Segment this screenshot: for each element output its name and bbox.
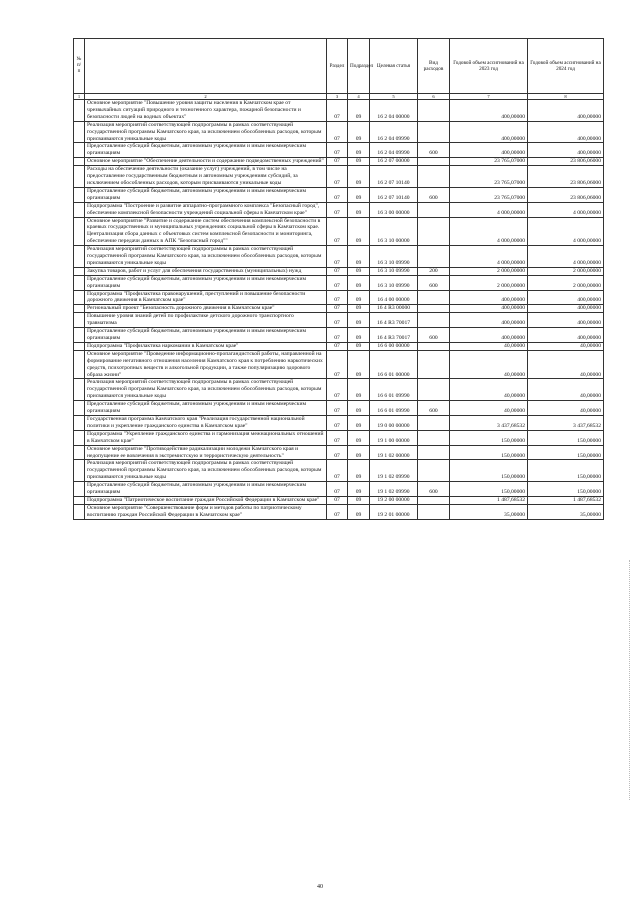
table-row bbox=[74, 202, 604, 217]
row-amount-2023: 23 765,07000 bbox=[450, 158, 528, 166]
row-expense-type: 200 bbox=[418, 267, 450, 275]
row-number bbox=[74, 313, 85, 328]
row-podrazdel: 09 bbox=[348, 496, 370, 504]
row-expense-type: 600 bbox=[418, 275, 450, 290]
row-expense-type bbox=[418, 166, 450, 188]
row-expense-type bbox=[418, 445, 450, 460]
row-amount-2024: 400,00000 bbox=[528, 305, 604, 313]
row-target-article: 19 1 02 00000 bbox=[370, 445, 418, 460]
row-amount-2023: 23 765,07000 bbox=[450, 187, 528, 202]
row-amount-2024: 400,00000 bbox=[528, 328, 604, 343]
row-name: Подпрограмма "Профилактика наркомании в Камчатском крае" bbox=[85, 342, 327, 350]
row-amount-2024: 35,00000 bbox=[528, 504, 604, 519]
row-target-article: 16 2 07 10140 bbox=[370, 187, 418, 202]
row-expense-type bbox=[418, 121, 450, 143]
row-razdel: 07 bbox=[327, 496, 348, 504]
row-amount-2023: 4 000,00000 bbox=[450, 202, 528, 217]
row-amount-2023: 400,00000 bbox=[450, 100, 528, 122]
row-name: Государственная программа Камчатского края "Реализация государственной национальной политики и укрепление гражданского единства в Камчатском крае" bbox=[85, 415, 327, 430]
row-number bbox=[74, 401, 85, 416]
row-expense-type: 600 bbox=[418, 328, 450, 343]
row-amount-2024: 150,00000 bbox=[528, 430, 604, 445]
row-amount-2023: 40,00000 bbox=[450, 379, 528, 401]
row-amount-2024: 400,00000 bbox=[528, 100, 604, 122]
row-number bbox=[74, 445, 85, 460]
row-podrazdel: 09 bbox=[348, 143, 370, 158]
row-podrazdel: 09 bbox=[348, 290, 370, 305]
row-target-article: 16 4 R3 00000 bbox=[370, 305, 418, 313]
row-target-article: 16 2 04 00000 bbox=[370, 100, 418, 122]
budget-allocation-table bbox=[73, 38, 604, 520]
table-row bbox=[74, 430, 604, 445]
row-amount-2024: 1 487,68532 bbox=[528, 496, 604, 504]
row-number bbox=[74, 460, 85, 482]
page-number: 40 bbox=[317, 884, 323, 890]
scan-edge-mark bbox=[627, 560, 630, 800]
row-number bbox=[74, 275, 85, 290]
row-razdel: 07 bbox=[327, 313, 348, 328]
row-number bbox=[74, 415, 85, 430]
table-row bbox=[74, 482, 604, 497]
row-number bbox=[74, 504, 85, 519]
row-amount-2024: 150,00000 bbox=[528, 445, 604, 460]
row-amount-2024: 3 437,68532 bbox=[528, 415, 604, 430]
row-amount-2023: 150,00000 bbox=[450, 460, 528, 482]
row-razdel: 07 bbox=[327, 430, 348, 445]
row-target-article: 16 2 04 09990 bbox=[370, 143, 418, 158]
table-row bbox=[74, 305, 604, 313]
row-name: Повышение уровня знаний детей по профилактике детского дорожного транспортного травматизма bbox=[85, 313, 327, 328]
row-target-article: 16 3 10 09990 bbox=[370, 267, 418, 275]
row-amount-2024: 4 000,00000 bbox=[528, 246, 604, 268]
row-razdel: 07 bbox=[327, 342, 348, 350]
row-razdel: 07 bbox=[327, 143, 348, 158]
row-target-article: 16 2 07 00000 bbox=[370, 158, 418, 166]
table-row bbox=[74, 460, 604, 482]
row-target-article: 16 3 00 00000 bbox=[370, 202, 418, 217]
row-amount-2024: 400,00000 bbox=[528, 121, 604, 143]
row-amount-2023: 150,00000 bbox=[450, 430, 528, 445]
column-index: 5 bbox=[370, 94, 418, 100]
row-razdel: 07 bbox=[327, 504, 348, 519]
row-name: Подпрограмма "Построение и развитие аппаратно-программного комплекса "Безопасный город", обеспечение комплексной безопасности учреждений социальной сферы в Камчатском крае" bbox=[85, 202, 327, 217]
row-razdel: 07 bbox=[327, 415, 348, 430]
row-number bbox=[74, 187, 85, 202]
row-amount-2023: 400,00000 bbox=[450, 143, 528, 158]
row-podrazdel: 09 bbox=[348, 246, 370, 268]
table-row bbox=[74, 275, 604, 290]
row-amount-2023: 150,00000 bbox=[450, 482, 528, 497]
column-index: 8 bbox=[528, 94, 604, 100]
column-index: 3 bbox=[327, 94, 348, 100]
row-podrazdel: 09 bbox=[348, 445, 370, 460]
row-amount-2023: 40,00000 bbox=[450, 350, 528, 379]
row-number bbox=[74, 430, 85, 445]
row-target-article: 16 4 R3 70017 bbox=[370, 328, 418, 343]
row-name: Основное мероприятие "Повышение уровня защиты населения в Камчатском крае от чрезвычайных ситуаций природного и техногенного характера, пожарной безопасности и безопасности людей на водных объектах" bbox=[85, 100, 327, 122]
table-row bbox=[74, 445, 604, 460]
row-podrazdel: 09 bbox=[348, 217, 370, 246]
header-razdel: Раздел bbox=[327, 39, 348, 94]
row-target-article: 16 3 10 00000 bbox=[370, 217, 418, 246]
row-target-article: 16 2 04 09990 bbox=[370, 121, 418, 143]
row-amount-2024: 23 806,06000 bbox=[528, 187, 604, 202]
row-razdel: 07 bbox=[327, 328, 348, 343]
row-number bbox=[74, 496, 85, 504]
row-amount-2023: 400,00000 bbox=[450, 121, 528, 143]
row-podrazdel: 09 bbox=[348, 267, 370, 275]
row-expense-type bbox=[418, 290, 450, 305]
row-razdel: 07 bbox=[327, 379, 348, 401]
row-podrazdel: 09 bbox=[348, 482, 370, 497]
row-razdel: 07 bbox=[327, 482, 348, 497]
row-name: Основное мероприятие "Проведение информационно-пропагандистской работы, направленной на формирование негативного отношения населения Камчатского края к потреблению наркотических средств, психотропных веществ и алкогольной продукции, а также популяризацию здорового образа жизни" bbox=[85, 350, 327, 379]
row-number bbox=[74, 143, 85, 158]
table-row bbox=[74, 143, 604, 158]
row-target-article: 19 1 02 09990 bbox=[370, 482, 418, 497]
row-name: Предоставление субсидий бюджетным, автономным учреждениям и иным некоммерческим организациям bbox=[85, 401, 327, 416]
row-razdel: 07 bbox=[327, 401, 348, 416]
row-amount-2024: 2 000,00000 bbox=[528, 275, 604, 290]
row-expense-type bbox=[418, 342, 450, 350]
row-amount-2023: 400,00000 bbox=[450, 290, 528, 305]
row-podrazdel: 09 bbox=[348, 504, 370, 519]
row-podrazdel: 09 bbox=[348, 415, 370, 430]
row-amount-2023: 400,00000 bbox=[450, 305, 528, 313]
row-expense-type bbox=[418, 379, 450, 401]
row-name: Реализация мероприятий соответствующей подпрограммы в рамках соответствующей государственной программы Камчатского края, за исключением обособленных расходов, которым присваиваются уникальные коды bbox=[85, 379, 327, 401]
row-razdel: 07 bbox=[327, 290, 348, 305]
row-amount-2023: 2 000,00000 bbox=[450, 275, 528, 290]
row-amount-2023: 2 000,00000 bbox=[450, 267, 528, 275]
row-razdel: 07 bbox=[327, 246, 348, 268]
row-razdel: 07 bbox=[327, 202, 348, 217]
row-name: Региональный проект "Безопасность дорожного движения в Камчатском крае" bbox=[85, 305, 327, 313]
row-razdel: 07 bbox=[327, 275, 348, 290]
table-row bbox=[74, 313, 604, 328]
row-target-article: 19 2 00 00000 bbox=[370, 496, 418, 504]
table-row bbox=[74, 496, 604, 504]
row-name: Подпрограмма "Профилактика правонарушений, преступлений и повышение безопасности дорожного движения в Камчатском крае" bbox=[85, 290, 327, 305]
row-number bbox=[74, 328, 85, 343]
row-expense-type bbox=[418, 305, 450, 313]
row-amount-2024: 400,00000 bbox=[528, 143, 604, 158]
row-expense-type bbox=[418, 217, 450, 246]
row-target-article: 16 2 07 10140 bbox=[370, 166, 418, 188]
row-amount-2023: 3 437,68532 bbox=[450, 415, 528, 430]
table-row bbox=[74, 217, 604, 246]
header-name bbox=[85, 39, 327, 94]
row-expense-type bbox=[418, 313, 450, 328]
column-index: 2 bbox=[85, 94, 327, 100]
row-amount-2024: 4 000,00000 bbox=[528, 202, 604, 217]
row-name: Реализация мероприятий соответствующей подпрограммы в рамках соответствующей государственной программы Камчатского края, за исключением обособленных расходов, которым присваиваются уникальные коды bbox=[85, 460, 327, 482]
row-amount-2023: 400,00000 bbox=[450, 313, 528, 328]
row-expense-type bbox=[418, 496, 450, 504]
row-name: Расходы на обеспечение деятельности (оказание услуг) учреждений, в том числе на предоставление государственным бюджетным и автономным учреждениям субсидий, за исключением обособленных расходов, которым присваиваются уникальные коды bbox=[85, 166, 327, 188]
row-amount-2024: 2 000,00000 bbox=[528, 267, 604, 275]
row-target-article: 16 4 R3 70017 bbox=[370, 313, 418, 328]
row-podrazdel: 09 bbox=[348, 342, 370, 350]
row-podrazdel: 09 bbox=[348, 460, 370, 482]
row-razdel: 07 bbox=[327, 445, 348, 460]
row-amount-2024: 400,00000 bbox=[528, 290, 604, 305]
row-podrazdel: 09 bbox=[348, 121, 370, 143]
row-name: Предоставление субсидий бюджетным, автономным учреждениям и иным некоммерческим организациям bbox=[85, 187, 327, 202]
table-row bbox=[74, 166, 604, 188]
budget-table-page bbox=[73, 38, 603, 520]
row-expense-type bbox=[418, 158, 450, 166]
row-number bbox=[74, 290, 85, 305]
row-number bbox=[74, 350, 85, 379]
table-row bbox=[74, 379, 604, 401]
table-row bbox=[74, 158, 604, 166]
row-amount-2024: 40,00000 bbox=[528, 342, 604, 350]
row-expense-type: 600 bbox=[418, 401, 450, 416]
row-number bbox=[74, 100, 85, 122]
row-number bbox=[74, 121, 85, 143]
row-amount-2024: 23 806,06000 bbox=[528, 166, 604, 188]
row-name: Реализация мероприятий соответствующей подпрограммы в рамках соответствующей государственной программы Камчатского края, за исключением обособленных расходов, которым присваиваются уникальные коды bbox=[85, 246, 327, 268]
row-amount-2024: 4 000,00000 bbox=[528, 217, 604, 246]
column-index: 1 bbox=[74, 94, 85, 100]
row-expense-type bbox=[418, 202, 450, 217]
row-razdel: 07 bbox=[327, 100, 348, 122]
table-row bbox=[74, 401, 604, 416]
row-number bbox=[74, 217, 85, 246]
row-target-article: 19 2 01 00000 bbox=[370, 504, 418, 519]
row-razdel: 07 bbox=[327, 217, 348, 246]
row-number bbox=[74, 166, 85, 188]
table-row bbox=[74, 290, 604, 305]
row-amount-2023: 400,00000 bbox=[450, 328, 528, 343]
row-name: Основное мероприятие "Совершенствование форм и методов работы по патриотическому воспитанию граждан Российской Федерации в Камчатском крае" bbox=[85, 504, 327, 519]
row-target-article: 16 3 10 09990 bbox=[370, 246, 418, 268]
row-amount-2024: 40,00000 bbox=[528, 401, 604, 416]
table-row bbox=[74, 121, 604, 143]
row-podrazdel: 09 bbox=[348, 430, 370, 445]
row-expense-type bbox=[418, 350, 450, 379]
row-number bbox=[74, 482, 85, 497]
row-razdel: 07 bbox=[327, 350, 348, 379]
row-amount-2024: 150,00000 bbox=[528, 482, 604, 497]
row-amount-2024: 40,00000 bbox=[528, 379, 604, 401]
row-name: Закупка товаров, работ и услуг для обеспечения государственных (муниципальных) нужд bbox=[85, 267, 327, 275]
table-row bbox=[74, 342, 604, 350]
row-podrazdel: 09 bbox=[348, 158, 370, 166]
header-number: № п/п bbox=[74, 39, 85, 94]
row-expense-type: 600 bbox=[418, 187, 450, 202]
row-number bbox=[74, 246, 85, 268]
row-amount-2023: 4 000,00000 bbox=[450, 217, 528, 246]
row-razdel: 07 bbox=[327, 158, 348, 166]
row-target-article: 16 6 00 00000 bbox=[370, 342, 418, 350]
table-row bbox=[74, 415, 604, 430]
row-amount-2023: 40,00000 bbox=[450, 401, 528, 416]
row-razdel: 07 bbox=[327, 166, 348, 188]
row-expense-type bbox=[418, 415, 450, 430]
row-target-article: 19 0 00 00000 bbox=[370, 415, 418, 430]
row-podrazdel: 09 bbox=[348, 100, 370, 122]
table-row bbox=[74, 350, 604, 379]
row-name: Предоставление субсидий бюджетным, автономным учреждениям и иным некоммерческим организациям bbox=[85, 275, 327, 290]
row-amount-2024: 400,00000 bbox=[528, 313, 604, 328]
row-razdel: 07 bbox=[327, 187, 348, 202]
row-name: Реализация мероприятий соответствующей подпрограммы в рамках соответствующей государственной программы Камчатского края, за исключением обособленных расходов, которым присваиваются уникальные коды bbox=[85, 121, 327, 143]
row-number bbox=[74, 202, 85, 217]
row-expense-type bbox=[418, 246, 450, 268]
column-index: 6 bbox=[418, 94, 450, 100]
row-target-article: 16 6 01 00000 bbox=[370, 350, 418, 379]
row-expense-type bbox=[418, 460, 450, 482]
row-expense-type bbox=[418, 430, 450, 445]
row-name: Основное мероприятие "Противодействие радикализации молодежи Камчатского края и недопущение ее вовлечения в экстремистскую и террористическую деятельность" bbox=[85, 445, 327, 460]
row-amount-2024: 40,00000 bbox=[528, 350, 604, 379]
row-podrazdel: 09 bbox=[348, 202, 370, 217]
row-amount-2023: 40,00000 bbox=[450, 342, 528, 350]
row-amount-2023: 35,00000 bbox=[450, 504, 528, 519]
row-podrazdel: 09 bbox=[348, 187, 370, 202]
row-expense-type: 600 bbox=[418, 143, 450, 158]
row-expense-type: 600 bbox=[418, 482, 450, 497]
row-podrazdel: 09 bbox=[348, 305, 370, 313]
row-podrazdel: 09 bbox=[348, 275, 370, 290]
table-row bbox=[74, 100, 604, 122]
row-podrazdel: 09 bbox=[348, 328, 370, 343]
row-amount-2023: 23 765,07000 bbox=[450, 166, 528, 188]
table-row bbox=[74, 504, 604, 519]
header-amount-2023: Годовой объем ассигнований на 2023 год bbox=[450, 39, 528, 94]
row-number bbox=[74, 342, 85, 350]
table-row bbox=[74, 187, 604, 202]
row-razdel: 07 bbox=[327, 460, 348, 482]
row-name: Предоставление субсидий бюджетным, автономным учреждениям и иным некоммерческим организациям bbox=[85, 482, 327, 497]
row-expense-type bbox=[418, 504, 450, 519]
table-row bbox=[74, 267, 604, 275]
row-podrazdel: 09 bbox=[348, 313, 370, 328]
row-number bbox=[74, 305, 85, 313]
row-amount-2024: 150,00000 bbox=[528, 460, 604, 482]
row-amount-2024: 23 806,06000 bbox=[528, 158, 604, 166]
row-name: Основное мероприятие "Развитие и содержание систем обеспечения комплексной безопасности в краевых государственных и муниципальных учреждениях социальной сферы в Камчатском крае. Централизация сбора данных с объектовых систем комплексной безопасности и мониторинга, обеспечение передачи данных в АПК "Безопасный город"" bbox=[85, 217, 327, 246]
row-expense-type bbox=[418, 100, 450, 122]
header-expense-type: Вид расходов bbox=[418, 39, 450, 94]
row-target-article: 16 6 01 09990 bbox=[370, 379, 418, 401]
row-podrazdel: 09 bbox=[348, 166, 370, 188]
header-podrazdel: Подраздел bbox=[348, 39, 370, 94]
row-amount-2023: 150,00000 bbox=[450, 445, 528, 460]
row-podrazdel: 09 bbox=[348, 401, 370, 416]
header-amount-2024: Годовой объем ассигнований на 2024 год bbox=[528, 39, 604, 94]
row-podrazdel: 09 bbox=[348, 350, 370, 379]
row-amount-2023: 4 000,00000 bbox=[450, 246, 528, 268]
row-target-article: 16 6 01 09990 bbox=[370, 401, 418, 416]
row-name: Подпрограмма "Патриотическое воспитание граждан Российской Федерации в Камчатском крае" bbox=[85, 496, 327, 504]
row-podrazdel: 09 bbox=[348, 379, 370, 401]
row-number bbox=[74, 158, 85, 166]
row-name: Основное мероприятие "Обеспечение деятельности и содержание подведомственных учреждений" bbox=[85, 158, 327, 166]
row-target-article: 16 3 10 09990 bbox=[370, 275, 418, 290]
row-number bbox=[74, 379, 85, 401]
row-number bbox=[74, 267, 85, 275]
column-index: 4 bbox=[348, 94, 370, 100]
row-razdel: 07 bbox=[327, 305, 348, 313]
table-row bbox=[74, 246, 604, 268]
row-name: Предоставление субсидий бюджетным, автономным учреждениям и иным некоммерческим организациям bbox=[85, 328, 327, 343]
row-target-article: 16 4 00 00000 bbox=[370, 290, 418, 305]
row-name: Подпрограмма "Укрепление гражданского единства и гармонизация межнациональных отношений в Камчатском крае" bbox=[85, 430, 327, 445]
table-header-row bbox=[74, 39, 604, 94]
row-name: Предоставление субсидий бюджетным, автономным учреждениям и иным некоммерческим организациям bbox=[85, 143, 327, 158]
row-razdel: 07 bbox=[327, 267, 348, 275]
row-target-article: 19 1 02 09990 bbox=[370, 460, 418, 482]
column-index: 7 bbox=[450, 94, 528, 100]
table-row bbox=[74, 328, 604, 343]
row-amount-2023: 1 487,68532 bbox=[450, 496, 528, 504]
row-target-article: 19 1 00 00000 bbox=[370, 430, 418, 445]
header-target-article: Целевая статья bbox=[370, 39, 418, 94]
row-razdel: 07 bbox=[327, 121, 348, 143]
